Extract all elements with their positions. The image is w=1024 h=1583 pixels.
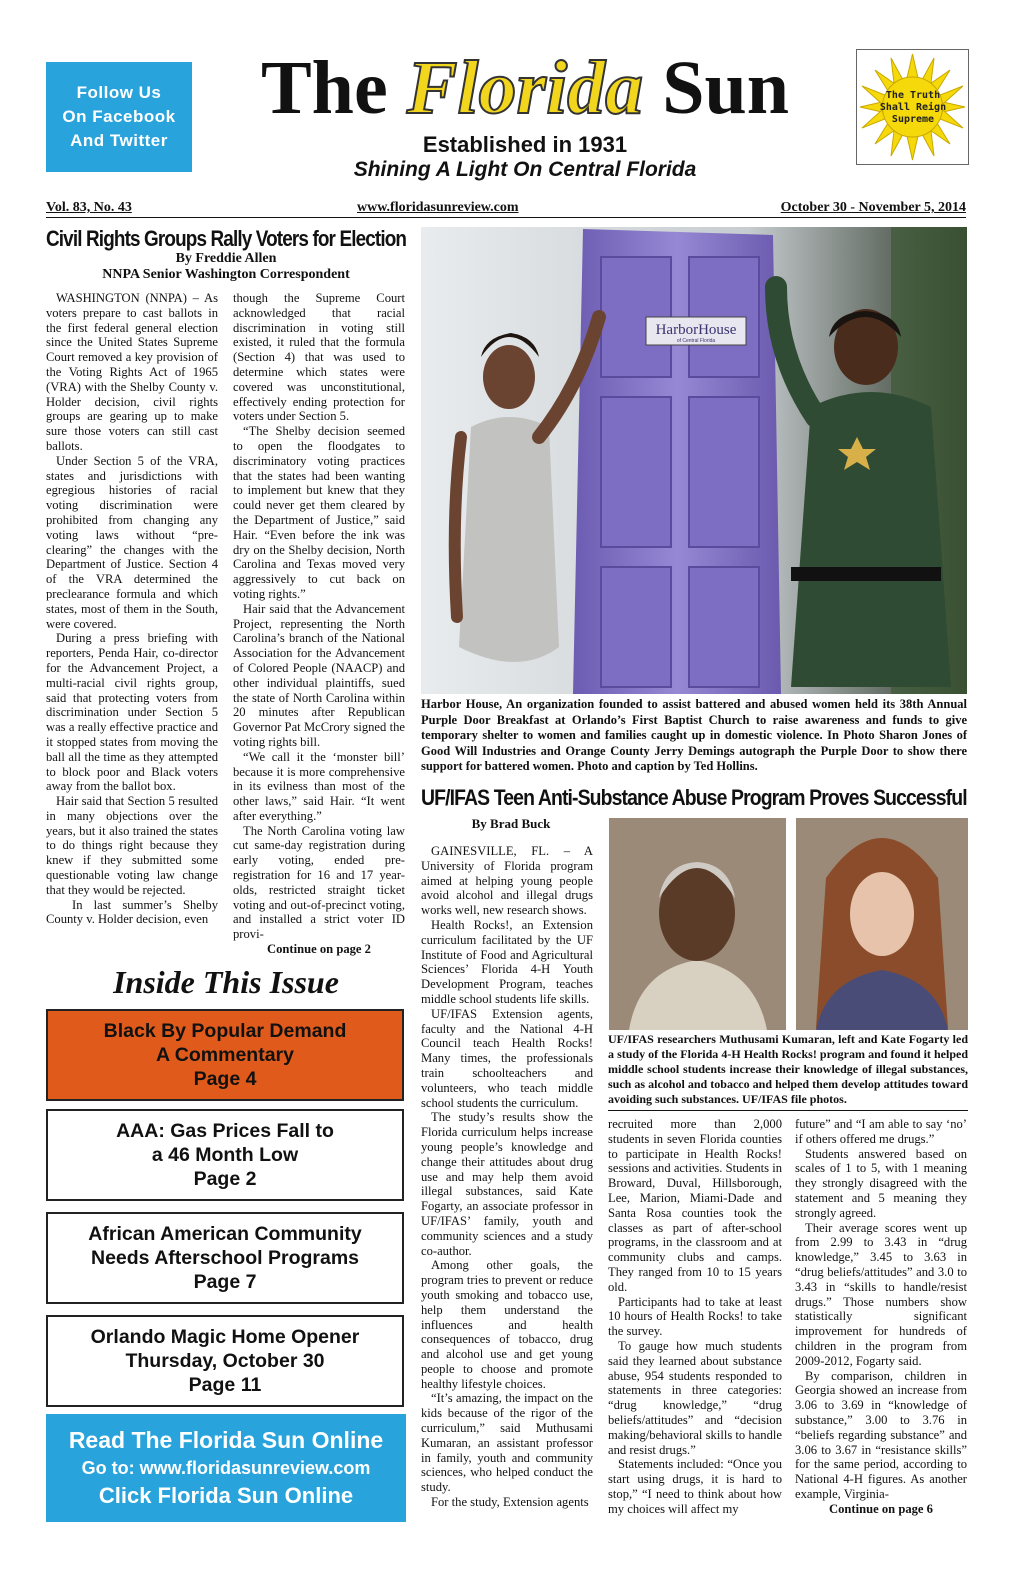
paragraph: Participants had to take at least 10 hours of Health Rocks! to take the survey. — [608, 1294, 782, 1339]
paragraph: though the Supreme Court acknowledged that racial discrimination in voting still existed, it ruled that the formula (Section 4) that was used to determine which states were covered was unconstitutional, effectively ending protection for voters under Section 5. — [233, 291, 405, 424]
section-divider — [608, 1110, 968, 1111]
paragraph: Under Section 5 of the VRA, states and jurisdictions with egregious histories of racial voting discrimination were prohibited from changing any voting laws without “pre-clearing” the changes with the Department of Justice. Section 4 of the VRA determined the preclearance formula and which states, most of them in the South, were covered. — [46, 453, 218, 631]
researcher-photo-caption: UF/IFAS researchers Muthusami Kumaran, left and Kate Fogarty led a study of the Florida 4-H Health Rocks! program and found it helped middle school students increase their knowledge of illegal substances, such as alcohol and tobacco and helped them develop attitudes toward avoiding such substances. UF/IFAS file photos. — [608, 1032, 968, 1106]
issue-line: Orlando Magic Home Opener — [90, 1326, 360, 1348]
follow-us-box[interactable] — [46, 62, 192, 172]
website-link[interactable]: www.floridasunreview.com — [357, 200, 519, 215]
byline-author: By Freddie Allen — [175, 251, 277, 266]
purple-door-illustration — [421, 227, 967, 694]
civil-rights-column-1 — [46, 291, 218, 927]
purple-door-photo — [421, 227, 967, 694]
paragraph: To gauge how much students said they learned about substance abuse, 954 students responded to statements in three categories: “drug knowledge,” “drug beliefs/attitudes” and “decision making/behavioral skills to handle and resist drugs.” — [608, 1338, 782, 1457]
paragraph: For the study, Extension agents — [431, 1495, 589, 1510]
sun-badge — [856, 49, 969, 165]
established-line: Established in 1931 — [422, 132, 628, 157]
issue-item-orlando-magic[interactable] — [46, 1315, 404, 1407]
paragraph: The study’s results show the Florida curriculum helps increase young people’s knowledge and change their attitudes about drug use and may help them avoid illegal substances, said Kate Fogarty, an associate professor in UF/IFAS’ family, youth and community sciences and a study co-author. — [421, 1110, 593, 1258]
inside-issue-title: Inside This Issue — [113, 964, 339, 1000]
sun-badge-line-1: The Truth — [885, 90, 941, 101]
issue-page: Page 11 — [188, 1374, 262, 1396]
title-florida: Florida — [406, 46, 644, 130]
issue-item-gas-prices[interactable] — [46, 1109, 404, 1201]
issue-line: Black By Popular Demand — [103, 1020, 347, 1042]
issue-line: AAA: Gas Prices Fall to — [116, 1120, 334, 1142]
paragraph: “It’s amazing, the impact on the kids because of the rigor of the curriculum,” said Muthusami Kumaran, an assistant professor in family, youth and community sciences, who helped conduct the study. — [421, 1391, 593, 1495]
follow-line-3: And Twitter — [70, 131, 168, 150]
sun-badge-text — [875, 90, 951, 126]
title-the: The — [260, 46, 388, 130]
info-bar — [46, 200, 966, 218]
issue-page: Page 7 — [193, 1271, 257, 1293]
ufifas-column-3 — [795, 1117, 967, 1517]
ufifas-column-1 — [421, 844, 593, 1510]
sun-badge-line-3: Supreme — [891, 114, 935, 125]
ufifas-byline: By Brad Buck — [471, 816, 551, 831]
follow-line-1: Follow Us — [76, 83, 162, 102]
paragraph: Hair said that the Advancement Project, representing the North Carolina’s branch of the National Association for the Advancement of Colored People (NAACP) and other individual plaintiffs, sued the state of North Carolina within 20 minutes after Republican Governor Pat McCrory signed the voting rights bill. — [233, 601, 405, 749]
photo-muthusami-kumaran — [609, 818, 786, 1030]
issue-date: October 30 - November 5, 2014 — [780, 200, 966, 215]
ufifas-headline: UF/IFAS Teen Anti-Substance Abuse Program Proves Successful — [421, 785, 967, 810]
paragraph: Students answered based on scales of 1 to 5, with 1 meaning they strongly disagreed with the statement and 5 meaning they strongly agreed. — [795, 1146, 967, 1220]
paragraph: In last summer’s Shelby County v. Holder decision, even — [46, 897, 218, 927]
tagline: Shining A Light On Central Florida — [353, 158, 697, 181]
newspaper-title — [240, 48, 810, 128]
issue-page: Page 2 — [193, 1168, 257, 1190]
paragraph: The North Carolina voting law cut same-day registration during early voting, ended pre-registration for 16 and 17 year-olds, restricted straight ticket voting and out-of-precinct voting, and installed a strict voter ID provi- — [233, 823, 405, 942]
issue-item-afterschool-programs[interactable] — [46, 1212, 404, 1304]
issue-line: A Commentary — [156, 1044, 294, 1066]
sun-badge-line-2: Shall Reign — [879, 102, 947, 113]
paragraph: “The Shelby decision seemed to open the floodgates to discriminatory voting practices that the states had been wanting to implement but knew that they could never get them cleared by the Department of Justice,” said Hair. “Even before the ink was dry on the Shelby decision, North Carolina and Texas moved very aggressively to cut back on voting rights.” — [233, 424, 405, 601]
paragraph: WASHINGTON (NNPA) – As voters prepare to cast ballots in the first federal general election since the United States Supreme Court removed a key provision of the Voting Rights Act of 1965 (VRA) with the Shelby County v. Holder decision, civil rights groups are gearing up to make sure those voters can still cast ballots. — [46, 291, 218, 453]
paragraph: By comparison, children in Georgia showed an increase from 3.06 to 3.69 in “knowledge of substance,” 3.00 to 3.76 in “beliefs regarding substance” and 3.06 to 3.67 in “resistance skills” for the same period, according to National 4-H figures. As another example, Virginia- — [795, 1368, 967, 1501]
paragraph: Hair said that Section 5 resulted in many objections over the years, but it also trained the states to do things right because they knew if they submitted some questionable voting law change that they would be rejected. — [46, 794, 218, 897]
title-sun: Sun — [662, 46, 789, 130]
portrait-woman-illustration — [796, 818, 968, 1030]
photo-kate-fogarty — [796, 818, 968, 1030]
issue-line: Needs Afterschool Programs — [90, 1247, 360, 1269]
paragraph: future” and “I am able to say ‘no’ if others offered me drugs.” — [795, 1117, 967, 1146]
paragraph: During a press briefing with reporters, Penda Hair, co-director for the Advancement Project, a multi-racial civil rights group, said that protecting voters from discrimination under Section 5 was a really effective practice and it stopped states from moving the ball all the time as they attempted to block poor and Black voters away from the ballot box. — [46, 631, 218, 794]
paragraph: Health Rocks!, an Extension curriculum facilitated by the UF Institute of Food and Agricultural Sciences’ Florida 4-H Youth Development Program, teaches middle school students life skills. — [421, 917, 593, 1006]
issue-line: Thursday, October 30 — [125, 1350, 325, 1372]
read-online-line-3: Click Florida Sun Online — [98, 1483, 354, 1508]
issue-line: African American Community — [88, 1223, 362, 1245]
ufifas-column-2 — [608, 1117, 782, 1517]
continue-link[interactable]: Continue on page 6 — [829, 1501, 933, 1516]
paragraph: “We call it the ‘monster bill’ because it is more comprehensive in its evilness than most of the other laws,” said Hair. “It went after everything.” — [233, 749, 405, 823]
read-online-box[interactable] — [46, 1414, 406, 1522]
portrait-man-illustration — [609, 818, 786, 1030]
issue-line: a 46 Month Low — [151, 1144, 299, 1166]
volume-number: Vol. 83, No. 43 — [46, 200, 132, 215]
harbor-house-sign-sub: of Central Florida — [676, 338, 716, 344]
paragraph: Statements included: “Once you start using drugs, it is hard to stop,” “I need to think about how my choices will affect my — [608, 1457, 782, 1516]
byline-title: NNPA Senior Washington Correspondent — [102, 267, 350, 282]
paragraph: Among other goals, the program tries to prevent or reduce youth smoking and tobacco use, help them understand the influences and health consequences of tobacco, drug and alcohol use and get young people to choose and promote healthy lifestyle choices. — [421, 1258, 593, 1391]
read-online-line-1: Read The Florida Sun Online — [68, 1427, 384, 1453]
harbor-house-sign: HarborHouse — [655, 322, 737, 338]
paragraph: UF/IFAS Extension agents, faculty and the National 4-H Council teach Health Rocks! Many times, the professionals train schoolteachers and volunteers, who teach middle school students the curriculum. — [421, 1006, 593, 1110]
door-photo-caption: Harbor House, An organization founded to assist battered and abused women held its 38th Annual Purple Door Breakfast at Orlando’s First Baptist Church to raise awareness and funds to give temporary shelter to women and families caught up in domestic violence. In Photo Sharon Jones of Good Will Industries and Orange County Jerry Demings autograph the Purple Door to show there support for battered women. Photo and caption by Ted Hollins. — [421, 697, 967, 774]
issue-item-black-by-popular-demand[interactable] — [46, 1009, 404, 1101]
paragraph: Their average scores went up from 2.99 to 3.43 in “drug knowledge,” 3.45 to 3.63 in “drug beliefs/attitudes” and 3.0 to 3.43 in “skills to handle/resist drugs.” Those numbers show statistically significant improvement for hundreds of children in the program from 2009-2012, Fogarty said. — [795, 1220, 967, 1368]
civil-rights-headline: Civil Rights Groups Rally Voters for Election — [46, 226, 407, 251]
read-online-line-2: Go to: www.floridasunreview.com — [81, 1458, 371, 1478]
continue-link[interactable]: Continue on page 2 — [267, 942, 371, 957]
civil-rights-column-2 — [233, 291, 405, 957]
paragraph: GAINESVILLE, FL. – A University of Florida program aimed at helping young people avoid alcohol and illegal drugs works well, new research shows. — [421, 844, 593, 918]
civil-rights-byline — [46, 251, 406, 283]
follow-line-2: On Facebook — [62, 107, 176, 126]
issue-page: Page 4 — [193, 1068, 257, 1090]
paragraph: recruited more than 2,000 students in seven Florida counties to participate in Health Rocks! sessions and activities. Students in Broward, Duval, Hillsborough, Lee, Marion, Miami-Dade and Santa Rosa counties took the classes as part of after-school programs, in the classroom and at community clubs and camps. They ranged from 10 to 15 years old. — [608, 1117, 782, 1294]
